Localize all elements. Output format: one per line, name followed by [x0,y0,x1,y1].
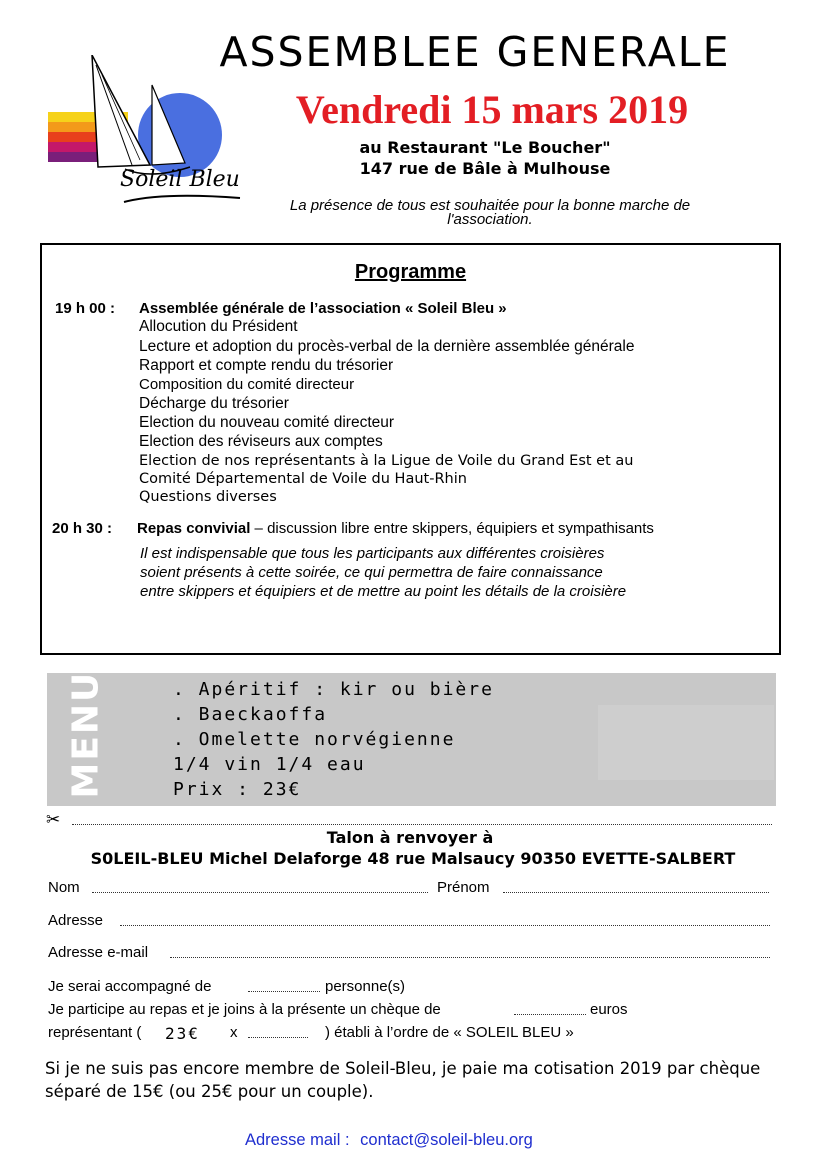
menu-shade [598,705,774,780]
venue-line-2: 147 rue de Bâle à Mulhouse [359,159,611,178]
adresse-label: Adresse [48,912,104,929]
talon-address: S0LEIL-BLEU Michel Delaforge 48 rue Malsaucy 90350 EVETTE-SALBERT [90,849,736,868]
programme-note: Il est indispensable que tous les participants aux différentes croisières [140,545,605,562]
programme-item: Election des réviseurs aux comptes [139,433,383,450]
email-label: Adresse e-mail [48,944,149,961]
programme-title: Programme [354,261,467,283]
menu-item: . Omelette norvégienne [173,729,456,750]
cheque-label: Je participe au repas et je joins à la présente un chèque de [48,1001,441,1018]
accomp-suffix: personne(s) [325,978,406,995]
time-1900: 19 h 00 : [55,300,116,317]
cut-line [72,810,772,825]
repr-price: 23€ [165,1024,200,1043]
menu-item: . Baeckaoffa [173,704,328,725]
talon-title: Talon à renvoyer à [326,828,494,847]
mail-link[interactable]: contact@soleil-bleu.org [360,1131,533,1149]
accomp-field[interactable] [248,979,320,992]
logo-text: Soleil Bleu [120,167,240,192]
programme-item: Décharge du trésorier [139,395,289,412]
programme-item: Allocution du Président [139,318,298,335]
programme-item: Comité Départemental de Voile du Haut-Rhin [139,471,467,487]
programme-item: Election de nos représentants à la Ligue de Voile du Grand Est et au [139,453,634,469]
programme-item: Lecture et adoption du procès-verbal de la dernière assemblée générale [139,338,635,355]
menu-item: 1/4 vin 1/4 eau [173,754,366,775]
programme-item: Questions diverses [139,489,277,505]
prenom-label: Prénom [437,879,490,896]
accomp-label: Je serai accompagné de [48,978,212,995]
repr-suffix: ) établi à l’ordre de « SOLEIL BLEU » [325,1024,574,1041]
prenom-field[interactable] [503,880,769,893]
programme-item: Composition du comité directeur [139,376,355,393]
time-2030: 20 h 30 : [52,520,113,537]
email-field[interactable] [170,945,770,958]
programme-item: Election du nouveau comité directeur [139,414,395,431]
mail-label: Adresse mail : [245,1131,350,1149]
repr-x: x [230,1024,238,1041]
menu-item: Prix : 23€ [173,779,302,800]
repr-label: représentant ( [48,1024,142,1041]
menu-label: MENU [65,670,107,799]
adresse-field[interactable] [120,913,770,926]
nom-label: Nom [48,879,80,896]
programme-item: Rapport et compte rendu du trésorier [139,357,394,374]
menu-item: . Apéritif : kir ou bière [173,679,494,700]
venue-line-1: au Restaurant "Le Boucher" [359,138,611,157]
repr-qty-field[interactable] [248,1025,308,1038]
logo-underline-icon [122,190,242,210]
membership-note: Si je ne suis pas encore membre de Soleil-Bleu, je paie ma cotisation 2019 par chèque séparé de 15€ (ou 25€ pour un couple). [45,1059,761,1101]
cheque-field[interactable] [514,1002,586,1015]
page-title: ASSEMBLEE GENERALE [219,28,731,76]
nom-field[interactable] [92,880,428,893]
presence-note: La présence de tous est souhaitée pour la bonne marche de l'association. [289,197,691,228]
repas-label: Repas convivial [137,520,251,537]
scissors-icon: ✂ [46,810,61,829]
programme-heading-2 [137,520,654,537]
event-date: Vendredi 15 mars 2019 [295,87,689,132]
contact-line [245,1131,533,1150]
logo [40,55,240,215]
programme-note: entre skippers et équipiers et de mettre au point les détails de la croisière [140,583,627,600]
repas-desc: – discussion libre entre skippers, équipiers et sympathisants [250,520,654,537]
cheque-suffix: euros [590,1001,628,1018]
programme-note: soient présents à cette soirée, ce qui permettra de faire connaissance [140,564,603,581]
programme-heading-1: Assemblée générale de l’association « Soleil Bleu » [139,300,507,317]
